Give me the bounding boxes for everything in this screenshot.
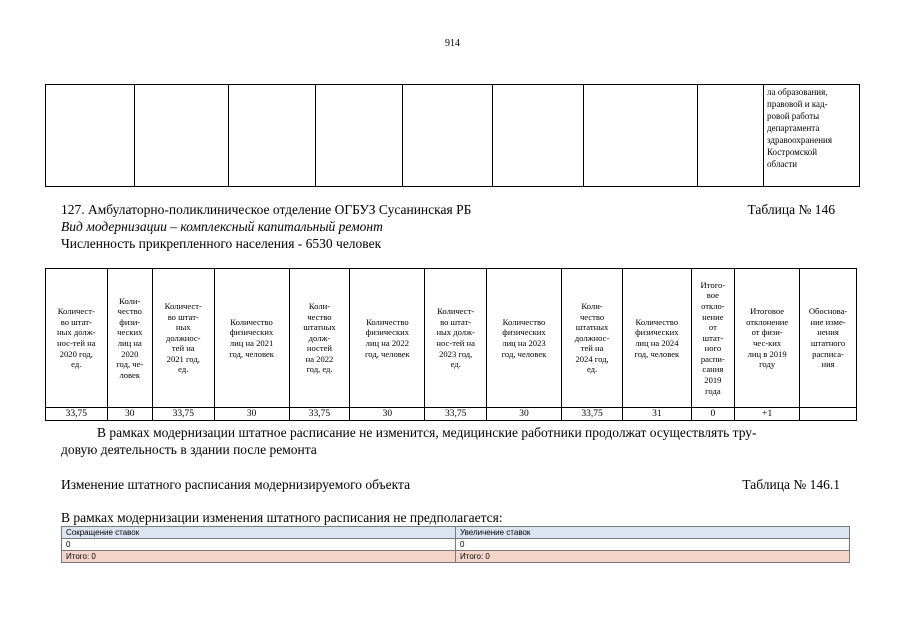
empty-cell [698,85,764,187]
header-line: Итого- [700,279,726,290]
header-line: сания [702,364,724,375]
value-cell: 30 [486,408,561,421]
empty-cell [135,85,229,187]
header-line: тей на [580,343,604,354]
header-line: 2019 [704,375,722,386]
section-title: 127. Амбулаторно-поликлиническое отделение ОГБУЗ Сусанинская РБ [61,202,472,217]
paragraph-line-2: довую деятельность в здании после ремонта [61,442,317,457]
table-row [46,85,860,187]
header-line: Количество [366,316,409,327]
cell-line: Костромской [767,147,818,157]
reduction-value: 0 [62,539,456,551]
header-line: нос-тей на [436,338,475,348]
header-line: штат- [702,332,724,343]
header-line: физических [635,327,679,338]
header-line: Коли- [581,300,603,311]
header-line: ед. [71,359,82,370]
empty-cell [403,85,493,187]
column-header [425,269,487,408]
header-line: ческих [117,327,143,338]
column-header [214,269,289,408]
header-line: 2021 год, [166,353,200,364]
header-line: должнос- [165,332,201,343]
value-cell: 30 [107,408,152,421]
empty-cell [316,85,403,187]
table-row [62,527,850,539]
header-line: во штат- [60,316,92,327]
header-line: штатных [303,322,336,333]
header-line: 2024 год, [575,353,609,364]
header-line: лиц на 2023 [502,338,546,348]
header-line: года [705,385,721,396]
header-line: 2020 [121,348,139,359]
cell-line: здравоохранения [767,135,833,145]
header-line: Коли- [308,300,331,311]
cell-line: ровой работы [767,111,820,121]
header-line: году [759,359,776,370]
column-header [350,269,425,408]
header-line: физических [365,327,410,338]
column-header [46,269,108,408]
header-line: ных [175,322,191,333]
header-line: от [708,322,717,333]
header-line: Обоснова- [808,306,848,317]
header-reduction: Сокращение ставок [62,527,456,539]
header-line: должнос- [574,332,610,343]
change-table [61,526,850,563]
empty-cell [584,85,698,187]
staff-table [45,268,857,421]
population-text: Численность прикрепленного населения - 6530 человек [61,236,382,251]
header-line: штатных [575,322,609,333]
cell-line: ла образования, [767,87,828,97]
cell-line: области [767,159,798,169]
value-cell: 33,75 [46,408,108,421]
column-header [800,269,857,408]
header-increase: Увеличение ставок [456,527,850,539]
page-number: 914 [445,38,460,49]
empty-cell [229,85,316,187]
header-line: год, человек [634,348,680,359]
increase-total: Итого: 0 [456,551,850,563]
column-header [562,269,623,408]
header-line: ностей [306,343,333,354]
header-line: нения [817,327,839,338]
column-header [623,269,691,408]
header-line: Количество [502,316,546,327]
value-cell: 33,75 [425,408,487,421]
column-header [289,269,350,408]
header-line: чество [579,311,605,322]
value-cell: +1 [735,408,800,421]
cell-line: правовой и кад- [767,99,828,109]
value-cell: 33,75 [562,408,623,421]
empty-cell [493,85,584,187]
header-line: лиц в 2019 [747,348,787,359]
paragraph-line-1: В рамках модернизации штатное расписание не изменится, медицинские работники продолжат осуществлять тру- [97,425,757,440]
header-line: ловек [119,369,141,380]
header-line: отклонение [746,316,789,327]
value-cell: 30 [214,408,289,421]
header-line: год, ед. [306,364,333,375]
header-line: физических [502,327,546,338]
header-line: ного [704,343,722,354]
header-line: тей на [171,343,195,354]
header-line: Количество [230,316,273,327]
header-line: физи- [119,316,141,327]
header-line: Количество [635,316,679,327]
header-line: ед. [586,364,598,375]
header-line: ние изме- [810,316,846,327]
column-header [735,269,800,408]
header-line: ед. [450,359,461,370]
header-line: распи- [700,353,725,364]
header-line: год, человек [229,348,274,359]
header-line: лиц на 2022 [365,338,410,348]
header-line: год, че- [116,359,144,370]
value-cell: 33,75 [289,408,350,421]
header-line: Количест- [437,306,475,317]
header-line: 2020 год, [59,348,93,359]
header-line: долж- [308,332,331,343]
column-header [152,269,214,408]
modernization-type: Вид модернизации – комплексный капитальный ремонт [61,219,383,234]
change-note: В рамках модернизации изменения штатного расписания не предполагается: [61,510,503,525]
cell-line: департамента [767,123,820,133]
empty-cell [46,85,135,187]
increase-value: 0 [456,539,850,551]
header-line: откло- [701,300,725,311]
value-cell: 0 [691,408,735,421]
value-cell: 31 [623,408,691,421]
responsible-cell [764,85,860,187]
header-line: штатного [810,338,846,348]
header-line: ных долж- [57,327,96,338]
continued-table [45,84,860,187]
header-line: год, человек [501,348,547,359]
column-header [691,269,735,408]
header-row [46,269,857,408]
header-line: год, человек [364,348,410,359]
header-line: на 2022 [305,353,334,364]
table-label: Таблица № 146 [747,202,835,217]
header-line: нение [702,311,724,322]
value-cell [800,408,857,421]
header-line: чес-ких [753,338,782,348]
header-line: ед. [178,364,189,375]
header-line: лиц на [117,338,142,348]
column-header [107,269,152,408]
header-line: Количест- [164,300,202,311]
header-line: чество [117,306,142,317]
header-line: ния [821,359,835,370]
header-line: во штат- [440,316,472,327]
header-line: лиц на 2021 [229,338,274,348]
header-line: нос-тей на [57,338,96,348]
table-row [62,551,850,563]
change-table-label: Таблица № 146.1 [742,477,840,492]
header-line: Количест- [57,306,95,317]
change-title: Изменение штатного расписания модернизируемого объекта [61,477,411,492]
header-line: физических [229,327,274,338]
header-line: лиц на 2024 [635,338,679,348]
header-line: вое [706,290,719,301]
table-row [62,539,850,551]
header-line: 2023 год, [439,348,473,359]
header-line: чество [307,311,332,322]
header-line: ных долж- [436,327,475,338]
header-line: во штат- [167,311,199,322]
value-cell: 30 [350,408,425,421]
header-line: Итоговое [750,306,785,317]
reduction-total: Итого: 0 [62,551,456,563]
values-row [46,408,857,421]
header-line: от физи- [751,327,783,338]
value-cell: 33,75 [152,408,214,421]
header-line: Коли- [119,295,141,306]
column-header [486,269,561,408]
header-line: расписа- [812,348,844,359]
